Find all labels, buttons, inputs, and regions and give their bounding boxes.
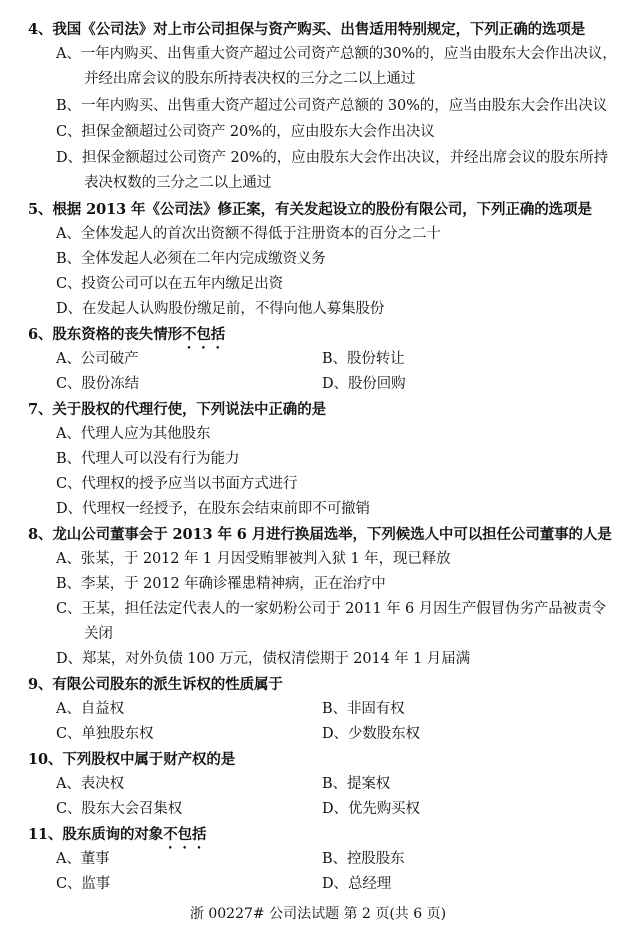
option-text: 一年内购买、出售重大资产超过公司资产总额的 30%的，应当由股东大会作出决议	[80, 98, 608, 114]
question-10-option-d	[322, 797, 622, 822]
question-5-option-c	[56, 272, 622, 297]
option-text: 郑某，对外负债 100 万元，债权清偿期于 2014 年 1 月届满	[81, 651, 470, 667]
option-letter: D、	[322, 376, 348, 392]
option-letter: B、	[322, 851, 347, 867]
option-text: 担保金额超过公司资产 20%的，应由股东大会作出决议，并经出席会议的股东所持	[81, 150, 608, 166]
question-text: 我国《公司法》对上市公司担保与资产购买、出售适用特别规定，下列正确的选项是	[52, 21, 586, 38]
option-letter: A、	[56, 351, 81, 367]
option-letter: B、	[322, 776, 347, 792]
option-text: 一年内购买、出售重大资产超过公司资产总额的30%的，应当由股东大会作出决议，	[80, 46, 617, 62]
question-7-option-b	[56, 447, 622, 472]
option-text: 公司破产	[80, 351, 139, 367]
option-text: 股份转让	[346, 351, 405, 367]
option-text: 董事	[80, 851, 110, 867]
question-text: 有限公司股东的派生诉权的性质属于	[52, 676, 283, 693]
option-text: 代理权一经授予，在股东会结束前即不可撤销	[81, 501, 370, 517]
question-9-stem	[28, 672, 622, 698]
question-10-stem	[28, 747, 622, 773]
question-number: 7、	[28, 401, 53, 418]
question-text: 根据 2013 年《公司法》修正案，有关发起设立的股份有限公司，下列正确的选项是	[52, 201, 592, 218]
option-text: 控股股东	[346, 851, 405, 867]
option-text: 非固有权	[346, 701, 405, 717]
option-letter: B、	[56, 451, 81, 467]
option-letter: B、	[322, 701, 347, 717]
question-5-stem	[28, 197, 622, 223]
option-letter: D、	[56, 150, 82, 166]
option-text: 代理权的授予应当以书面方式进行	[81, 476, 298, 492]
option-letter: B、	[56, 98, 81, 114]
option-text-continuation: 关闭	[84, 626, 113, 642]
question-number: 11、	[28, 826, 63, 843]
question-7-option-a	[56, 422, 622, 447]
question-6-option-d	[322, 372, 622, 397]
question-7-stem	[28, 397, 622, 423]
option-text: 监事	[81, 876, 111, 892]
question-4-option-b	[56, 94, 622, 119]
option-text: 总经理	[347, 876, 392, 892]
option-letter: A、	[56, 776, 81, 792]
option-letter: B、	[56, 251, 81, 267]
option-letter: C、	[56, 726, 82, 742]
question-4-stem	[28, 17, 622, 43]
option-letter: A、	[56, 701, 81, 717]
question-7-option-c	[56, 472, 622, 497]
option-text: 股份回购	[347, 376, 406, 392]
question-text: 下列股权中属于财产权的是	[62, 751, 236, 768]
question-5-option-a	[56, 222, 622, 247]
question-4-option-c	[56, 120, 622, 145]
emphasized-text: 不包括	[182, 326, 226, 343]
option-text: 担保金额超过公司资产 20%的，应由股东大会作出决议	[81, 124, 435, 140]
option-letter: D、	[322, 726, 348, 742]
option-letter: D、	[56, 501, 82, 517]
question-number: 8、	[28, 526, 53, 543]
option-letter: D、	[56, 651, 82, 667]
option-text-continuation: 并经出席会议的股东所持表决权的三分之二以上通过	[84, 71, 416, 87]
question-9-option-d	[322, 722, 622, 747]
option-letter: D、	[322, 876, 348, 892]
option-letter: D、	[322, 801, 348, 817]
question-8-option-a	[56, 547, 622, 572]
question-5-option-b	[56, 247, 622, 272]
question-number: 4、	[28, 21, 53, 38]
option-text: 单独股东权	[81, 726, 154, 742]
question-4-option-d	[56, 146, 622, 191]
option-letter: A、	[56, 551, 81, 567]
option-letter: C、	[56, 876, 82, 892]
option-letter: B、	[322, 351, 347, 367]
question-11-option-b	[322, 847, 622, 872]
option-text: 代理人应为其他股东	[80, 426, 211, 442]
question-number: 6、	[28, 326, 53, 343]
option-text: 优先购买权	[347, 801, 420, 817]
question-number: 10、	[28, 751, 63, 768]
question-6-option-b	[322, 347, 622, 372]
option-text: 股东大会召集权	[81, 801, 183, 817]
question-5-option-d	[56, 297, 622, 322]
option-text: 在发起人认购股份缴足前，不得向他人募集股份	[81, 301, 385, 317]
page-footer: 浙 00227# 公司法试题 第 2 页(共 6 页)	[189, 906, 447, 922]
option-letter: C、	[56, 601, 82, 617]
question-4-option-a	[56, 42, 622, 87]
option-text: 投资公司可以在五年内缴足出资	[81, 276, 284, 292]
option-text: 提案权	[346, 776, 391, 792]
option-text-continuation: 表决权数的三分之二以上通过	[84, 175, 272, 191]
option-text: 全体发起人必须在二年内完成缴资义务	[80, 251, 326, 267]
question-text: 股东资格的丧失情形	[52, 326, 182, 343]
option-letter: C、	[56, 124, 82, 140]
option-text: 股份冻结	[81, 376, 140, 392]
option-letter: C、	[56, 376, 82, 392]
option-letter: A、	[56, 46, 81, 62]
question-number: 5、	[28, 201, 53, 218]
option-text: 全体发起人的首次出资额不得低于注册资本的百分之二十	[80, 226, 441, 242]
question-text: 股东质询的对象	[62, 826, 164, 843]
question-11-option-d	[322, 872, 622, 897]
option-letter: A、	[56, 426, 81, 442]
option-text: 表决权	[80, 776, 124, 792]
option-letter: C、	[56, 476, 82, 492]
question-8-option-c	[56, 597, 622, 642]
question-8-stem	[28, 522, 622, 548]
question-7-option-d	[56, 497, 622, 522]
option-text: 李某，于 2012 年确诊罹患精神病，正在治疗中	[80, 576, 386, 592]
option-letter: B、	[56, 576, 81, 592]
question-8-option-d	[56, 647, 622, 672]
question-text: 龙山公司董事会于 2013 年 6 月进行换届选举，下列候选人中可以担任公司董事的人是	[52, 526, 612, 543]
option-letter: C、	[56, 801, 82, 817]
option-text: 代理人可以没有行为能力	[80, 451, 240, 467]
question-text: 关于股权的代理行使，下列说法中正确的是	[52, 401, 326, 418]
option-letter: C、	[56, 276, 82, 292]
option-letter: D、	[56, 301, 82, 317]
question-number: 9、	[28, 676, 53, 693]
option-text: 王某，担任法定代表人的一家奶粉公司于 2011 年 6 月因生产假冒伪劣产品被责令	[81, 601, 606, 617]
option-text: 自益权	[80, 701, 124, 717]
option-letter: A、	[56, 226, 81, 242]
question-8-option-b	[56, 572, 622, 597]
option-letter: A、	[56, 851, 81, 867]
option-text: 张某，于 2012 年 1 月因受贿罪被判入狱 1 年，现已释放	[80, 551, 451, 567]
option-text: 少数股东权	[347, 726, 420, 742]
question-9-option-b	[322, 697, 622, 722]
question-10-option-b	[322, 772, 622, 797]
emphasized-text: 不包括	[163, 826, 207, 843]
